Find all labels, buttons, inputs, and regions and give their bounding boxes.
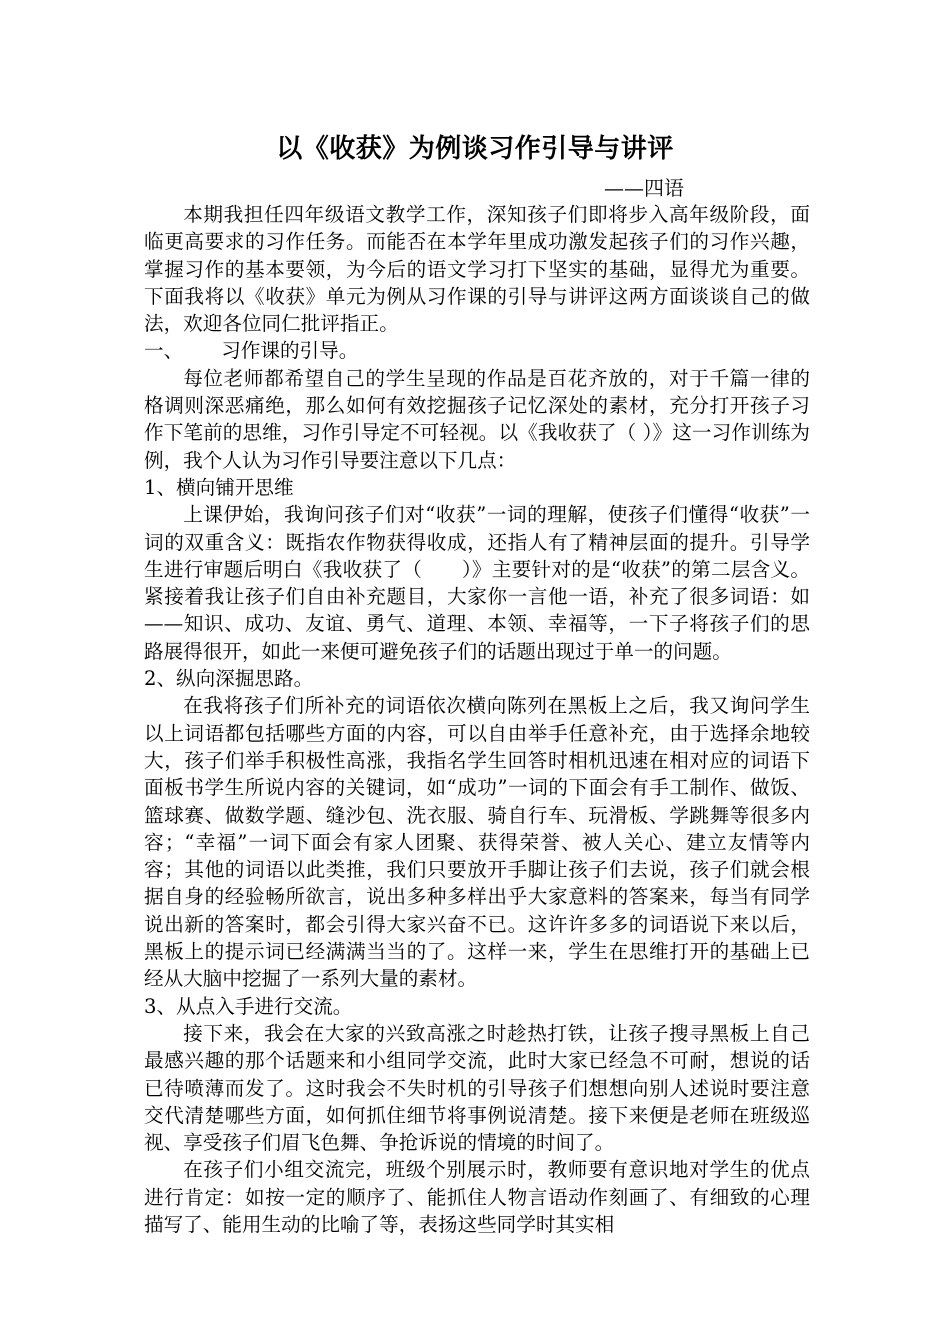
section-heading-text: 习作课的引导。 xyxy=(221,339,359,363)
document-body xyxy=(144,201,810,1238)
body-paragraph: 接下来，我会在大家的兴致高涨之时趁热打铁，让孩子搜寻黑板上自己最感兴趣的那个话题来和小组同学交流，此时大家已经急不可耐，想说的话已待喷薄而发了。这时我会不失时机的引导孩子们想想向别人述说时要注意交代清楚哪些方面，如何抓住细节将事例说清楚。接下来便是老师在班级巡视、享受孩子们眉飞色舞、争抢诉说的情境的时间了。 xyxy=(144,1021,810,1155)
body-paragraph: 上课伊始，我询问孩子们对“收获”一词的理解，使孩子们懂得“收获”一词的双重含义：既指农作物获得收成，还指人有了精神层面的提升。引导学生进行审题后明白《我收获了（ ）》主要针对的是“收获”的第二层含义。紧接着我让孩子们自由补充题目，大家你一言他一语，补充了很多词语：如——知识、成功、友谊、勇气、道理、本领、幸福等，一下子将孩子们的思路展得很开，如此一来便可避免孩子们的话题出现过于单一的问题。 xyxy=(144,503,810,663)
subheading-3: 3、从点入手进行交流。 xyxy=(144,994,353,1018)
body-paragraph: 在我将孩子们所补充的词语依次横向陈列在黑板上之后，我又询问学生以上词语都包括哪些方面的内容，可以自由举手任意补充，由于选择余地较大，孩子们举手积极性高涨，我指名学生回答时相机迅速在相对应的词语下面板书学生所说内容的关键词，如“成功”一词的下面会有手工制作、做饭、篮球赛、做数学题、缝沙包、洗衣服、骑自行车、玩滑板、学跳舞等很多内容；“幸福”一词下面会有家人团聚、获得荣誉、被人关心、建立友情等内容；其他的词语以此类推，我们只要放开手脚让孩子们去说，孩子们就会根据自身的经验畅所欲言，说出多种多样出乎大家意料的答案来，每当有同学说出新的答案时，都会引得大家兴奋不已。这许许多多的词语说下来以后，黑板上的提示词已经满满当当的了。这样一来，学生在思维打开的基础上已经从大脑中挖掘了一系列大量的素材。 xyxy=(144,694,810,991)
section-number: 一、 xyxy=(144,339,184,363)
author-byline: ——四语 xyxy=(604,176,684,200)
intro-paragraph: 本期我担任四年级语文教学工作，深知孩子们即将步入高年级阶段，面临更高要求的习作任务。而能否在本学年里成功激发起孩子们的习作兴趣，掌握习作的基本要领，为今后的语文学习打下坚实的基础，显得尤为重要。下面我将以《收获》单元为例从习作课的引导与讲评这两方面谈谈自己的做法，欢迎各位同仁批评指正。 xyxy=(144,203,810,336)
body-paragraph: 每位老师都希望自己的学生呈现的作品是百花齐放的，对于千篇一律的格调则深恶痛绝，那么如何有效挖掘孩子记忆深处的素材，充分打开孩子习作下笔前的思维，习作引导定不可轻视。以《我收获了（ ）》这一习作训练为例，我个人认为习作引导要注意以下几点： xyxy=(144,366,810,472)
section-heading-1 xyxy=(144,337,810,364)
subheading-2: 2、纵向深掘思路。 xyxy=(144,667,314,691)
document-title: 以《收获》为例谈习作引导与讲评 xyxy=(276,134,674,164)
subheading-1: 1、横向铺开思维 xyxy=(144,475,294,499)
body-paragraph: 在孩子们小组交流完，班级个别展示时，教师要有意识地对学生的优点进行肯定：如按一定的顺序了、能抓住人物言语动作刻画了、有细致的心理描写了、能用生动的比喻了等，表扬这些同学时其实相 xyxy=(144,1158,810,1236)
